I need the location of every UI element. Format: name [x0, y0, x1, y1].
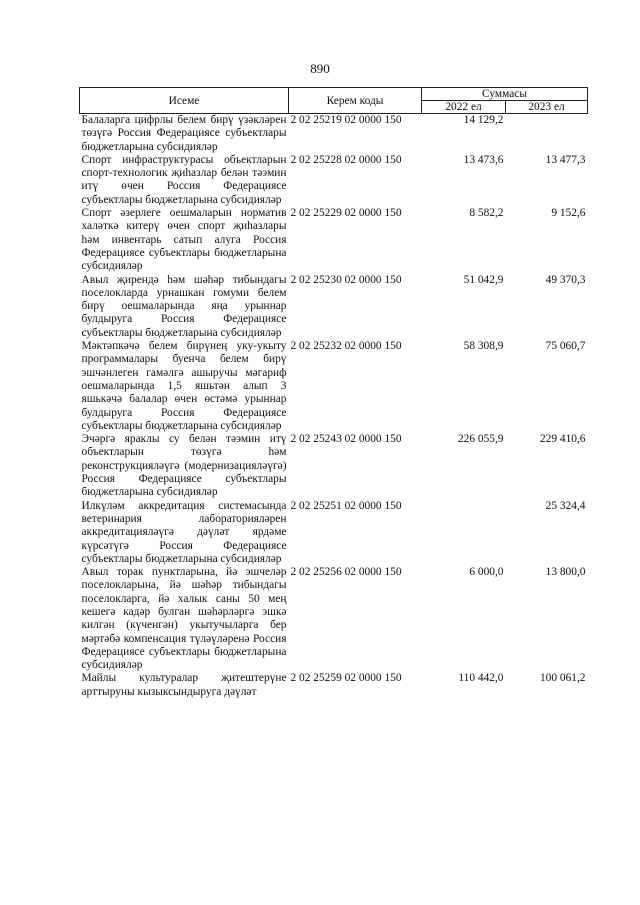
row-value-2023: 229 410,6 [539, 433, 586, 446]
row-name: Авыл торак пунктларына, йә эшчеләр поселокларына, йә шәһәр тибындагы поселокларга, йә халык саны 50 мең кешегә кадәр булган шәһәрләргә эшкә килгән (күченгән) укытучыларга бер мәртәбә компенсация түләүләренә Россия Федерациясе субъектлары бюджетларына субсидияләр [81, 566, 287, 672]
header-sums: Суммасы [422, 88, 588, 101]
row-code: 2 02 25230 02 0000 150 [290, 273, 402, 286]
row-code: 2 02 25228 02 0000 150 [290, 153, 402, 166]
row-value-2022: 6 000,0 [469, 566, 504, 579]
row-code: 2 02 25229 02 0000 150 [290, 207, 402, 220]
row-value-2023: 100 061,2 [539, 672, 586, 685]
table-row [80, 672, 588, 699]
row-code: 2 02 25219 02 0000 150 [290, 114, 402, 126]
table-row [80, 207, 588, 273]
row-value-2022: 110 442,0 [458, 672, 504, 685]
row-code: 2 02 25232 02 0000 150 [290, 340, 402, 353]
row-name: Эчәргә яраклы су белән тәэмин итү объектларын төзүгә һәм реконструкцияләүгә (модернизацияләүгә) Россия Федерациясе субъектлары бюджетларына субсидияләр [81, 433, 287, 499]
row-value-2022: 14 129,2 [463, 114, 504, 126]
table-row [80, 274, 588, 340]
table-row [80, 154, 588, 207]
row-name: Авыл җирендә һәм шәһәр тибындагы поселокларда урнашкан гомуми белем бирү оешмаларында яңа урыннар булдыруга Россия Федерациясе субъектлары бюджетларына субсидияләр [81, 273, 287, 339]
row-name: Спорт инфраструктурасы объектларын спорт-технологик җиһазлар белән тәэмин итү өчен Россия Федерациясе субъектлары бюджетларына субсидияләр [81, 153, 287, 206]
row-code: 2 02 25251 02 0000 150 [290, 499, 402, 512]
row-code: 2 02 25256 02 0000 150 [290, 566, 402, 579]
row-code: 2 02 25259 02 0000 150 [290, 672, 402, 685]
row-name: Балаларга цифрлы белем бирү үзәкләрен төзүгә Россия Федерациясе субъектлары бюджетларына субсидияләр [81, 114, 287, 153]
row-value-2022: 58 308,9 [463, 340, 504, 353]
row-value-2022: 226 055,9 [457, 433, 504, 446]
row-value-2023: 9 152,6 [551, 207, 586, 220]
budget-table [79, 87, 588, 699]
row-value-2023: 25 324,4 [545, 499, 586, 512]
header-name: Исеме [80, 88, 289, 114]
page-number: 890 [310, 61, 330, 76]
row-value-2023: 13 477,3 [545, 153, 586, 166]
header-year-2022: 2022 ел [422, 101, 506, 114]
table-row [80, 114, 588, 154]
header-year-2023: 2023 ел [506, 101, 588, 114]
row-value-2022: 13 473,6 [463, 153, 504, 166]
row-value-2022 [422, 500, 506, 566]
row-name: Мәктәпкәчә белем бирүнең уку-укыту программалары буенча белем бирү эшчәнлеген гамәлгә ашыручы мәгариф оешмаларында 1,5 яшьтән алып 3 яшькәчә балалар өчен өстәмә урыннар булдыруга Россия Федерациясе субъектлары бюджетларына субсидияләр [81, 340, 287, 432]
table-row [80, 433, 588, 499]
header-code: Керем коды [289, 88, 422, 114]
row-value-2022: 51 042,9 [463, 273, 504, 286]
row-name: Илкүләм аккредитация системасында ветеринария лабораторияләрен аккредитацияләүгә дәүләт ярдәме күрсәтүгә Россия Федерациясе субъектлары бюджетларына субсидияләр [81, 499, 287, 565]
row-value-2023 [506, 114, 588, 154]
row-value-2023: 13 800,0 [545, 566, 586, 579]
row-value-2023: 49 370,3 [545, 273, 586, 286]
table-row [80, 500, 588, 566]
row-value-2023: 75 060,7 [545, 340, 586, 353]
row-name: Спорт әзерлеге оешмаларын норматив халәткә китерү өчен спорт җиһазлары һәм инвентарь сатып алуга Россия Федерациясе субъектлары бюджетларына субсидияләр [81, 207, 287, 273]
row-value-2022: 8 582,2 [469, 207, 504, 220]
table-row [80, 566, 588, 672]
row-name: Майлы культуралар җитештерүне арттыруны кызыксындыруга дәүләт [81, 672, 287, 698]
table-row [80, 340, 588, 433]
row-code: 2 02 25243 02 0000 150 [290, 433, 402, 446]
